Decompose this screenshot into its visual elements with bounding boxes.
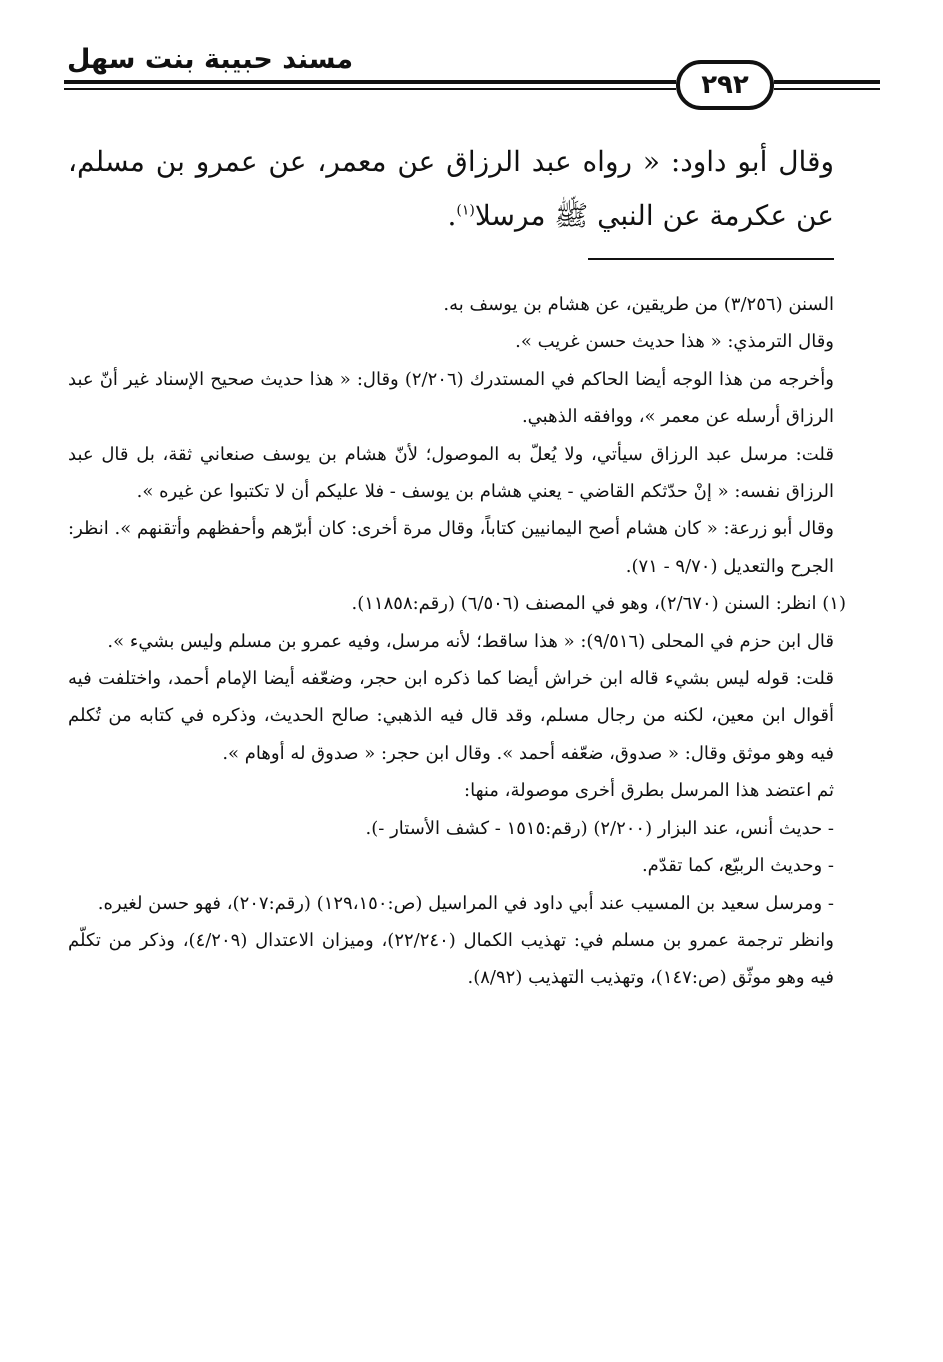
footnote-list-item: - حديث أنس، عند البزار (٢/٢٠٠) (رقم:١٥١٥ - كشف الأستار -). [365, 817, 834, 839]
main-text-end: . [447, 199, 457, 232]
footnote-paragraph: السنن (٣/٢٥٦) من طريقين، عن هشام بن يوسف به. [443, 294, 834, 315]
header-rule-thick [64, 80, 676, 84]
page-number: ٢٩٢ [676, 60, 774, 110]
header-rule-thick-right [774, 80, 880, 84]
footnote-paragraph: وقال أبو زرعة: « كان هشام أصح اليمانيين كتاباً، وقال مرة أخرى: كان أبرّهم وأحفظهم وأتقنهم ». انظر: الجرح والتعديل (٩/٧٠ - ٧١). [68, 518, 834, 577]
footnote-1: (١) انظر: السنن (٢/٦٧٠)، وهو في المصنف (٦/٥٠٦) (رقم:١١٨٥٨). [351, 593, 846, 615]
main-text: وقال أبو داود: « رواه عبد الرزاق عن معمر، عن عمرو بن مسلم، عن عكرمة عن النبي ﷺ مرسلا [68, 145, 834, 232]
footnote-paragraph: وقال الترمذي: « هذا حديث حسن غريب ». [515, 331, 834, 353]
footnote-paragraph: قلت: مرسل عبد الرزاق سيأتي، ولا يُعلّ به الموصول؛ لأنّ هشام بن يوسف صنعاني ثقة، بل قال عبد الرزاق نفسه: « إنْ حدّثكم القاضي - يعني هشام بن يوسف - فلا عليكم أن لا تكتبوا عن غيره ». [68, 443, 834, 503]
header-rule-thin [64, 88, 676, 90]
header-rule-thin-right [774, 88, 880, 90]
footnotes [68, 286, 846, 997]
footnote-paragraph: قال ابن حزم في المحلى (٩/٥١٦): « هذا ساقط؛ لأنه مرسل، وفيه عمرو بن مسلم وليس بشيء ». [107, 630, 834, 652]
main-paragraph [68, 135, 834, 243]
footnote-paragraph: قلت: قوله ليس بشيء قاله ابن خراش أيضا كما ذكره ابن حجر، وضعّفه أيضا الإمام أحمد، واختلفت فيه أقوال ابن معين، لكنه من رجال مسلم، وقد قال فيه الذهبي: صالح الحديث، وذكره في كتابه من تُكلم فيه وهو موثق وقال: « صدوق، ضعّفه أحمد ». وقال ابن حجر: « صدوق له أوهام ». [68, 668, 834, 764]
footnote-separator [588, 258, 834, 260]
footnote-reference: (١) [456, 202, 475, 219]
footnote-list-item: - ومرسل سعيد بن المسيب عند أبي داود في المراسيل (ص:١٢٩،١٥٠) (رقم:٢٠٧)، فهو حسن لغيره. [97, 892, 834, 914]
footnote-paragraph: ثم اعتضد هذا المرسل بطرق أخرى موصولة، منها: [464, 780, 834, 802]
footnote-paragraph: وأخرجه من هذا الوجه أيضا الحاكم في المستدرك (٢/٢٠٦) وقال: « هذا حديث صحيح الإسناد غير أنّ عبد الرزاق أرسله عن معمر »، ووافقه الذهبي. [68, 368, 834, 428]
running-title: مسند حبيبة بنت سهل [66, 44, 354, 75]
footnote-list-item: - وحديث الربيّع، كما تقدّم. [641, 855, 834, 877]
footnote-paragraph: وانظر ترجمة عمرو بن مسلم في: تهذيب الكمال (٢٢/٢٤٠)، وميزان الاعتدال (٤/٢٠٩)، وذكر من تكلّم فيه وهو موثّق (ص:١٤٧)، وتهذيب التهذيب (٨/٩٢). [68, 929, 835, 989]
